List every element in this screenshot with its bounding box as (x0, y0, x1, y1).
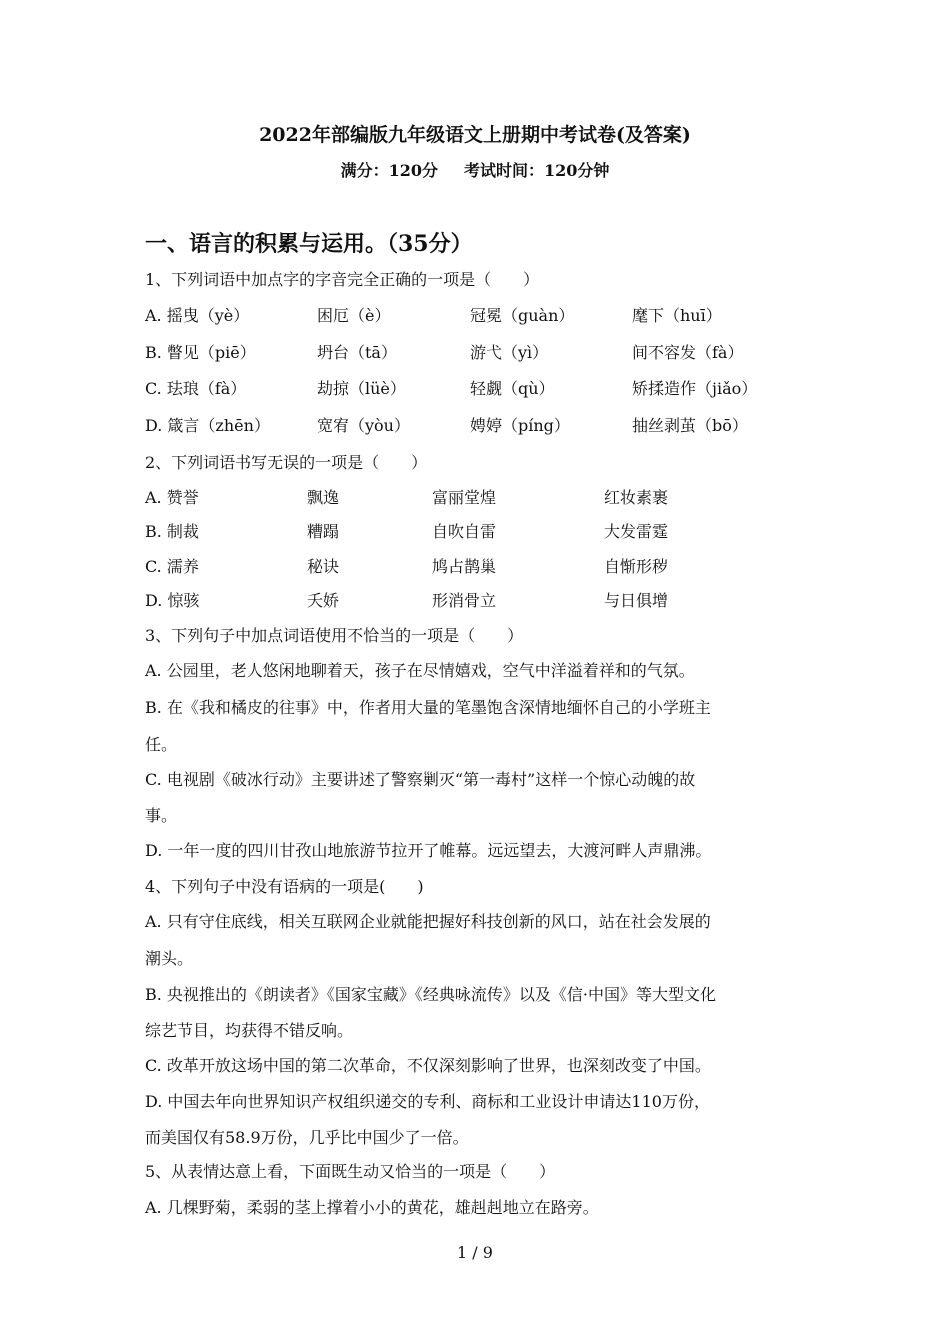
q1-stem: 1、下列词语中加点字的字音完全正确的一项是（ ） (145, 270, 540, 289)
q4-stem: 4、下列句子中没有语病的一项是( ) (145, 877, 424, 896)
q4-option-b-line1: B. 央视推出的《朗读者》《国家宝藏》《经典咏流传》以及《信·中国》等大型文化 (145, 985, 717, 1004)
q4-option-d-line2: 而美国仅有58.9万份，几乎比中国少了一倍。 (145, 1128, 469, 1147)
q4-option-a-line2: 潮头。 (145, 949, 194, 968)
full-score: 满分：120分 (340, 161, 438, 180)
q2-stem: 2、下列词语书写无误的一项是（ ） (145, 453, 428, 472)
exam-info (0, 158, 950, 181)
q3-option-c-line1: C. 电视剧《破冰行动》主要讲述了警察剿灭“第一毒村”这样一个惊心动魄的故 (145, 770, 696, 789)
q3-option-a: A. 公园里，老人悠闲地聊着天，孩子在尽情嬉戏，空气中洋溢着祥和的气氛。 (145, 661, 695, 680)
q3-stem: 3、下列句子中加点词语使用不恰当的一项是（ ） (145, 626, 524, 645)
q3-option-c-line2: 事。 (145, 806, 178, 825)
exam-time: 考试时间：120分钟 (464, 161, 610, 180)
page-title: 2022年部编版九年级语文上册期中考试卷(及答案) (259, 124, 691, 146)
q4-option-a-line1: A. 只有守住底线，相关互联网企业就能把握好科技创新的风口，站在社会发展的 (145, 912, 711, 931)
q3-option-b-line2: 任。 (145, 735, 178, 754)
q4-option-b-line2: 综艺节目，均获得不错反响。 (145, 1021, 354, 1040)
q4-option-c: C. 改革开放这场中国的第二次革命，不仅深刻影响了世界，也深刻改变了中国。 (145, 1056, 711, 1075)
q3-option-d: D. 一年一度的四川甘孜山地旅游节拉开了帷幕。远远望去，大渡河畔人声鼎沸。 (145, 841, 712, 860)
q5-stem: 5、从表情达意上看，下面既生动又恰当的一项是（ ） (145, 1162, 556, 1181)
q4-option-d-line1: D. 中国去年向世界知识产权组织递交的专利、商标和工业设计申请达110万份， (145, 1092, 710, 1111)
q3-option-b-line1: B. 在《我和橘皮的往事》中，作者用大量的笔墨饱含深情地缅怀自己的小学班主 (145, 698, 711, 717)
q5-option-a: A. 几棵野菊，柔弱的茎上撑着小小的黄花，雄赳赳地立在路旁。 (145, 1198, 599, 1217)
page-number: 1 / 9 (457, 1243, 493, 1262)
section-heading: 一、语言的积累与运用。（35分） (145, 231, 473, 257)
